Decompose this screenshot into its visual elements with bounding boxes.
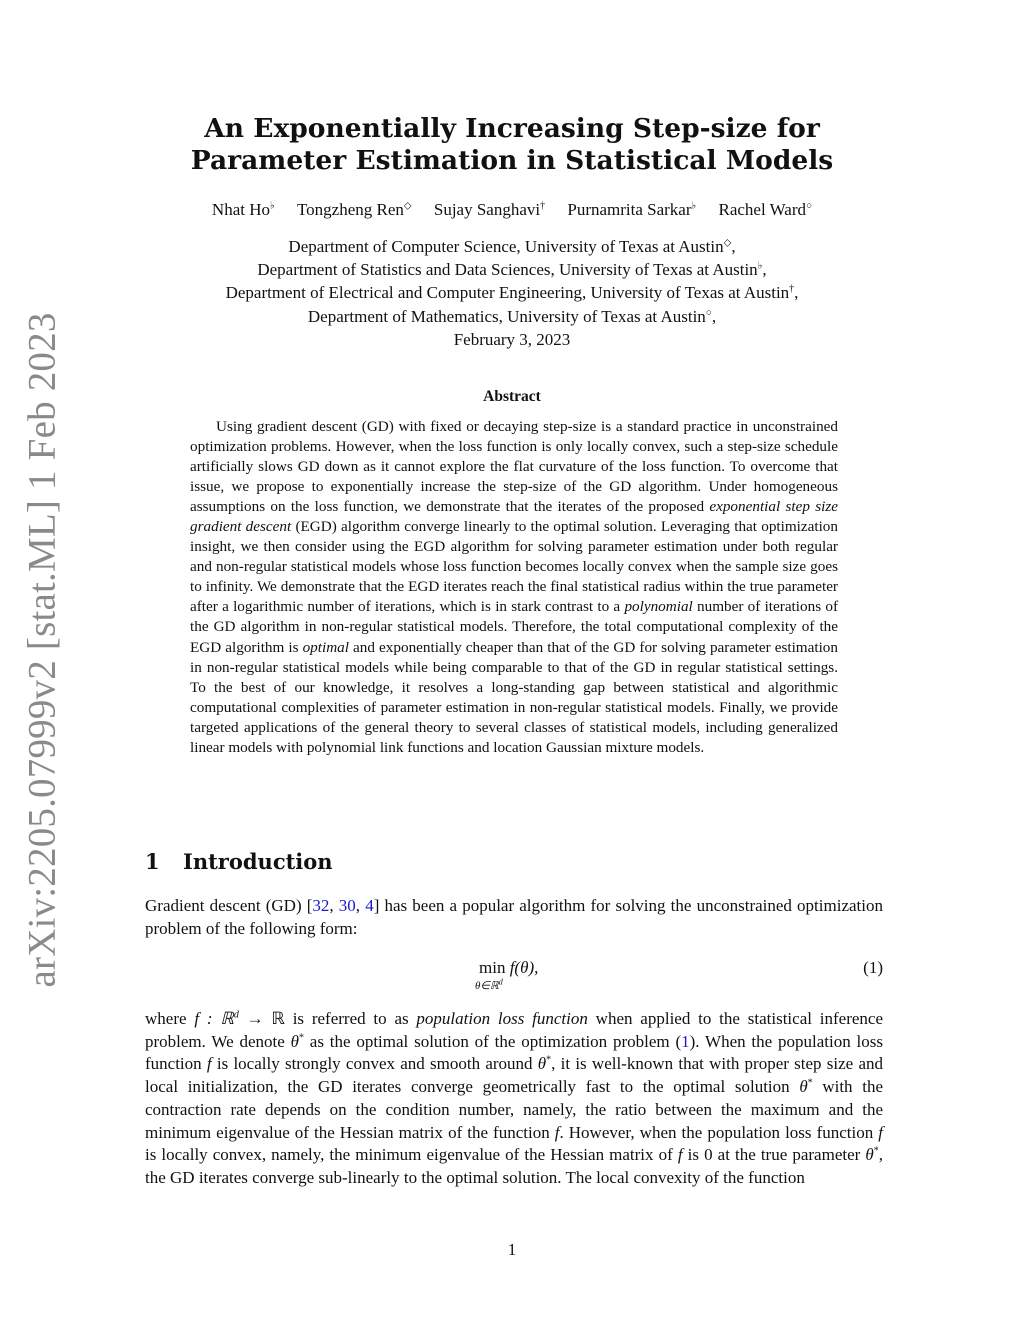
author: Nhat Ho♭: [211, 200, 275, 219]
publication-date: February 3, 2023: [453, 329, 571, 349]
affiliation: Department of Electrical and Computer Engineering, University of Texas at Austin†,: [225, 283, 799, 303]
intro-paragraph: where f : ℝ$^d$ → ℝ is referred to as population loss function when applied to the statistical inference problem. We denote θ* as the optimal solution of the optimization problem (1). When the population loss function f is locally strongly convex and smooth around θ*, it is well-known that with proper step size and local initialization, the GD iterates converge geometrically fast to the optimal solution θ* with the contraction rate depends on the condition number, namely, the ratio between the maximum and the minimum eigenvalue of the Hessian matrix of the function f. However, when the population loss function f is locally convex, namely, the minimum eigenvalue of the Hessian matrix of f is 0 at the true parameter θ*, the GD iterates converge sub-linearly to the optimal solution. The local convexity of the function: [145, 1009, 884, 1187]
affiliations: [0, 235, 1024, 351]
author-list: [0, 199, 1024, 221]
section-heading-introduction: 1 Introduction: [145, 849, 333, 874]
paper-title: [0, 113, 1024, 177]
affiliation: Department of Statistics and Data Sciences, University of Texas at Austin♭,: [257, 260, 767, 280]
author: Sujay Sanghavi†: [433, 200, 546, 219]
citation-link[interactable]: 32: [312, 896, 330, 915]
author: Tongzheng Ren◇: [296, 200, 412, 219]
abstract-text: Using gradient descent (GD) with fixed or decaying step-size is a standard practice in unconstrained optimization problems. However, when the loss function is only locally convex, such a step-size schedule artificially slows GD down as it cannot explore the flat curvature of the loss function. To overcome that issue, we propose to exponentially increase the step-size of the GD algorithm. Under homogeneous assumptions on the loss function, we demonstrate that the iterates of the proposed exponential step size gradient descent (EGD) algorithm converge linearly to the optimal solution. Leveraging that optimization insight, we then consider using the EGD algorithm for solving parameter estimation under both regular and non-regular statistical models whose loss function becomes locally convex when the sample size goes to infinity. We demonstrate that the EGD iterates reach the final statistical radius within the true parameter after a logarithmic number of iterations, which is in stark contrast to a polynomial number of iterations of the GD algorithm in non-regular statistical models. Therefore, the total computational complexity of the EGD algorithm is optimal and exponentially cheaper than that of the GD for solving parameter estimation in non-regular statistical models while being comparable to that of the GD in regular statistical settings. To the best of our knowledge, it resolves a long-standing gap between statistical and algorithmic computational complexities of parameter estimation in non-regular statistical models. Finally, we provide targeted applications of the general theory to several classes of statistical models, including generalized linear models with polynomial link functions and location Gaussian mixture models.: [190, 418, 839, 756]
page-number: 1: [507, 1240, 517, 1259]
author: Rachel Ward○: [718, 200, 813, 219]
author: Purnamrita Sarkar♭: [567, 200, 697, 219]
title-line-2: Parameter Estimation in Statistical Models: [190, 145, 834, 176]
equation-1: min f(θ), θ∈ℝ$^d$ (1): [475, 958, 883, 992]
equation-number: (1): [863, 958, 883, 977]
arxiv-identifier-stamp: arXiv:2205.07999v2 [stat.ML] 1 Feb 2023: [20, 312, 64, 988]
affiliation: Department of Mathematics, University of Texas at Austin○,: [307, 306, 717, 326]
intro-paragraph: Gradient descent (GD) [32, 30, 4] has been a popular algorithm for solving the unconstrained optimization problem of the following form:: [145, 896, 883, 938]
affiliation: Department of Computer Science, University of Texas at Austin◇,: [288, 237, 736, 256]
equation-reference-link[interactable]: 1: [681, 1031, 690, 1051]
title-line-1: An Exponentially Increasing Step-size for: [204, 113, 820, 144]
abstract-heading: Abstract: [483, 388, 541, 405]
citation-link[interactable]: 30: [338, 896, 356, 915]
citation-link[interactable]: 4: [365, 896, 374, 915]
